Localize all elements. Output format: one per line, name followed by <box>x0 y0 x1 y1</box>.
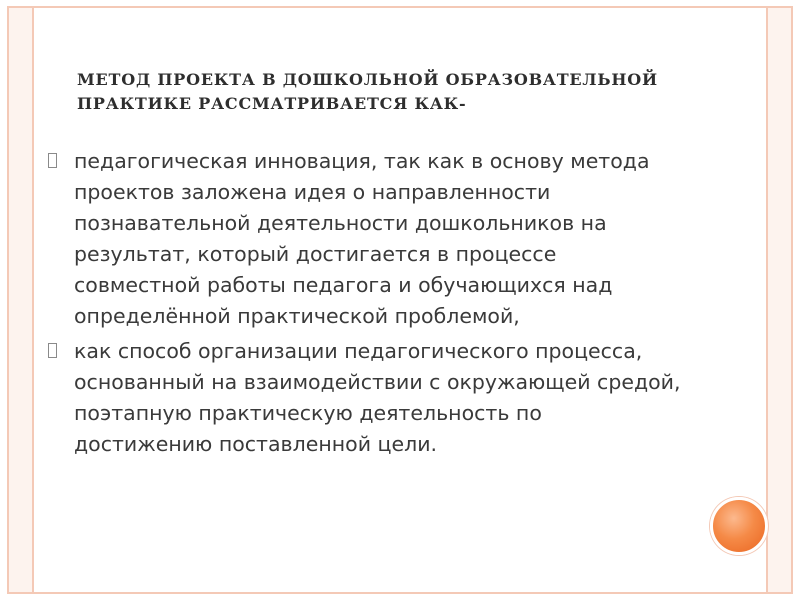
slide-title: МЕТОД ПРОЕКТА В ДОШКОЛЬНОЙ ОБРАЗОВАТЕЛЬНОЙ ПРАКТИКЕ РАССМАТРИВАЕТСЯ КАК- <box>77 70 658 113</box>
bullet-text: педагогическая инновация, так как в основу метода проектов заложена идея о направленности познавательной деятельности дошкольников на результат, который достигается в процессе совместной работы педагога и обучающихся над определённой практической проблемой, <box>74 149 650 328</box>
bullet-list <box>46 146 686 464</box>
list-item <box>46 336 686 460</box>
orange-circle-ornament <box>710 497 768 555</box>
left-border-panel <box>9 8 32 592</box>
bullet-box-icon <box>48 153 57 168</box>
list-item <box>46 146 686 332</box>
bullet-box-icon <box>48 343 57 358</box>
bullet-text: как способ организации педагогического процесса, основанный на взаимодействии с окружающей средой, поэтапную практическую деятельность по достижению поставленной цели. <box>74 339 681 456</box>
right-border-panel <box>768 8 791 592</box>
